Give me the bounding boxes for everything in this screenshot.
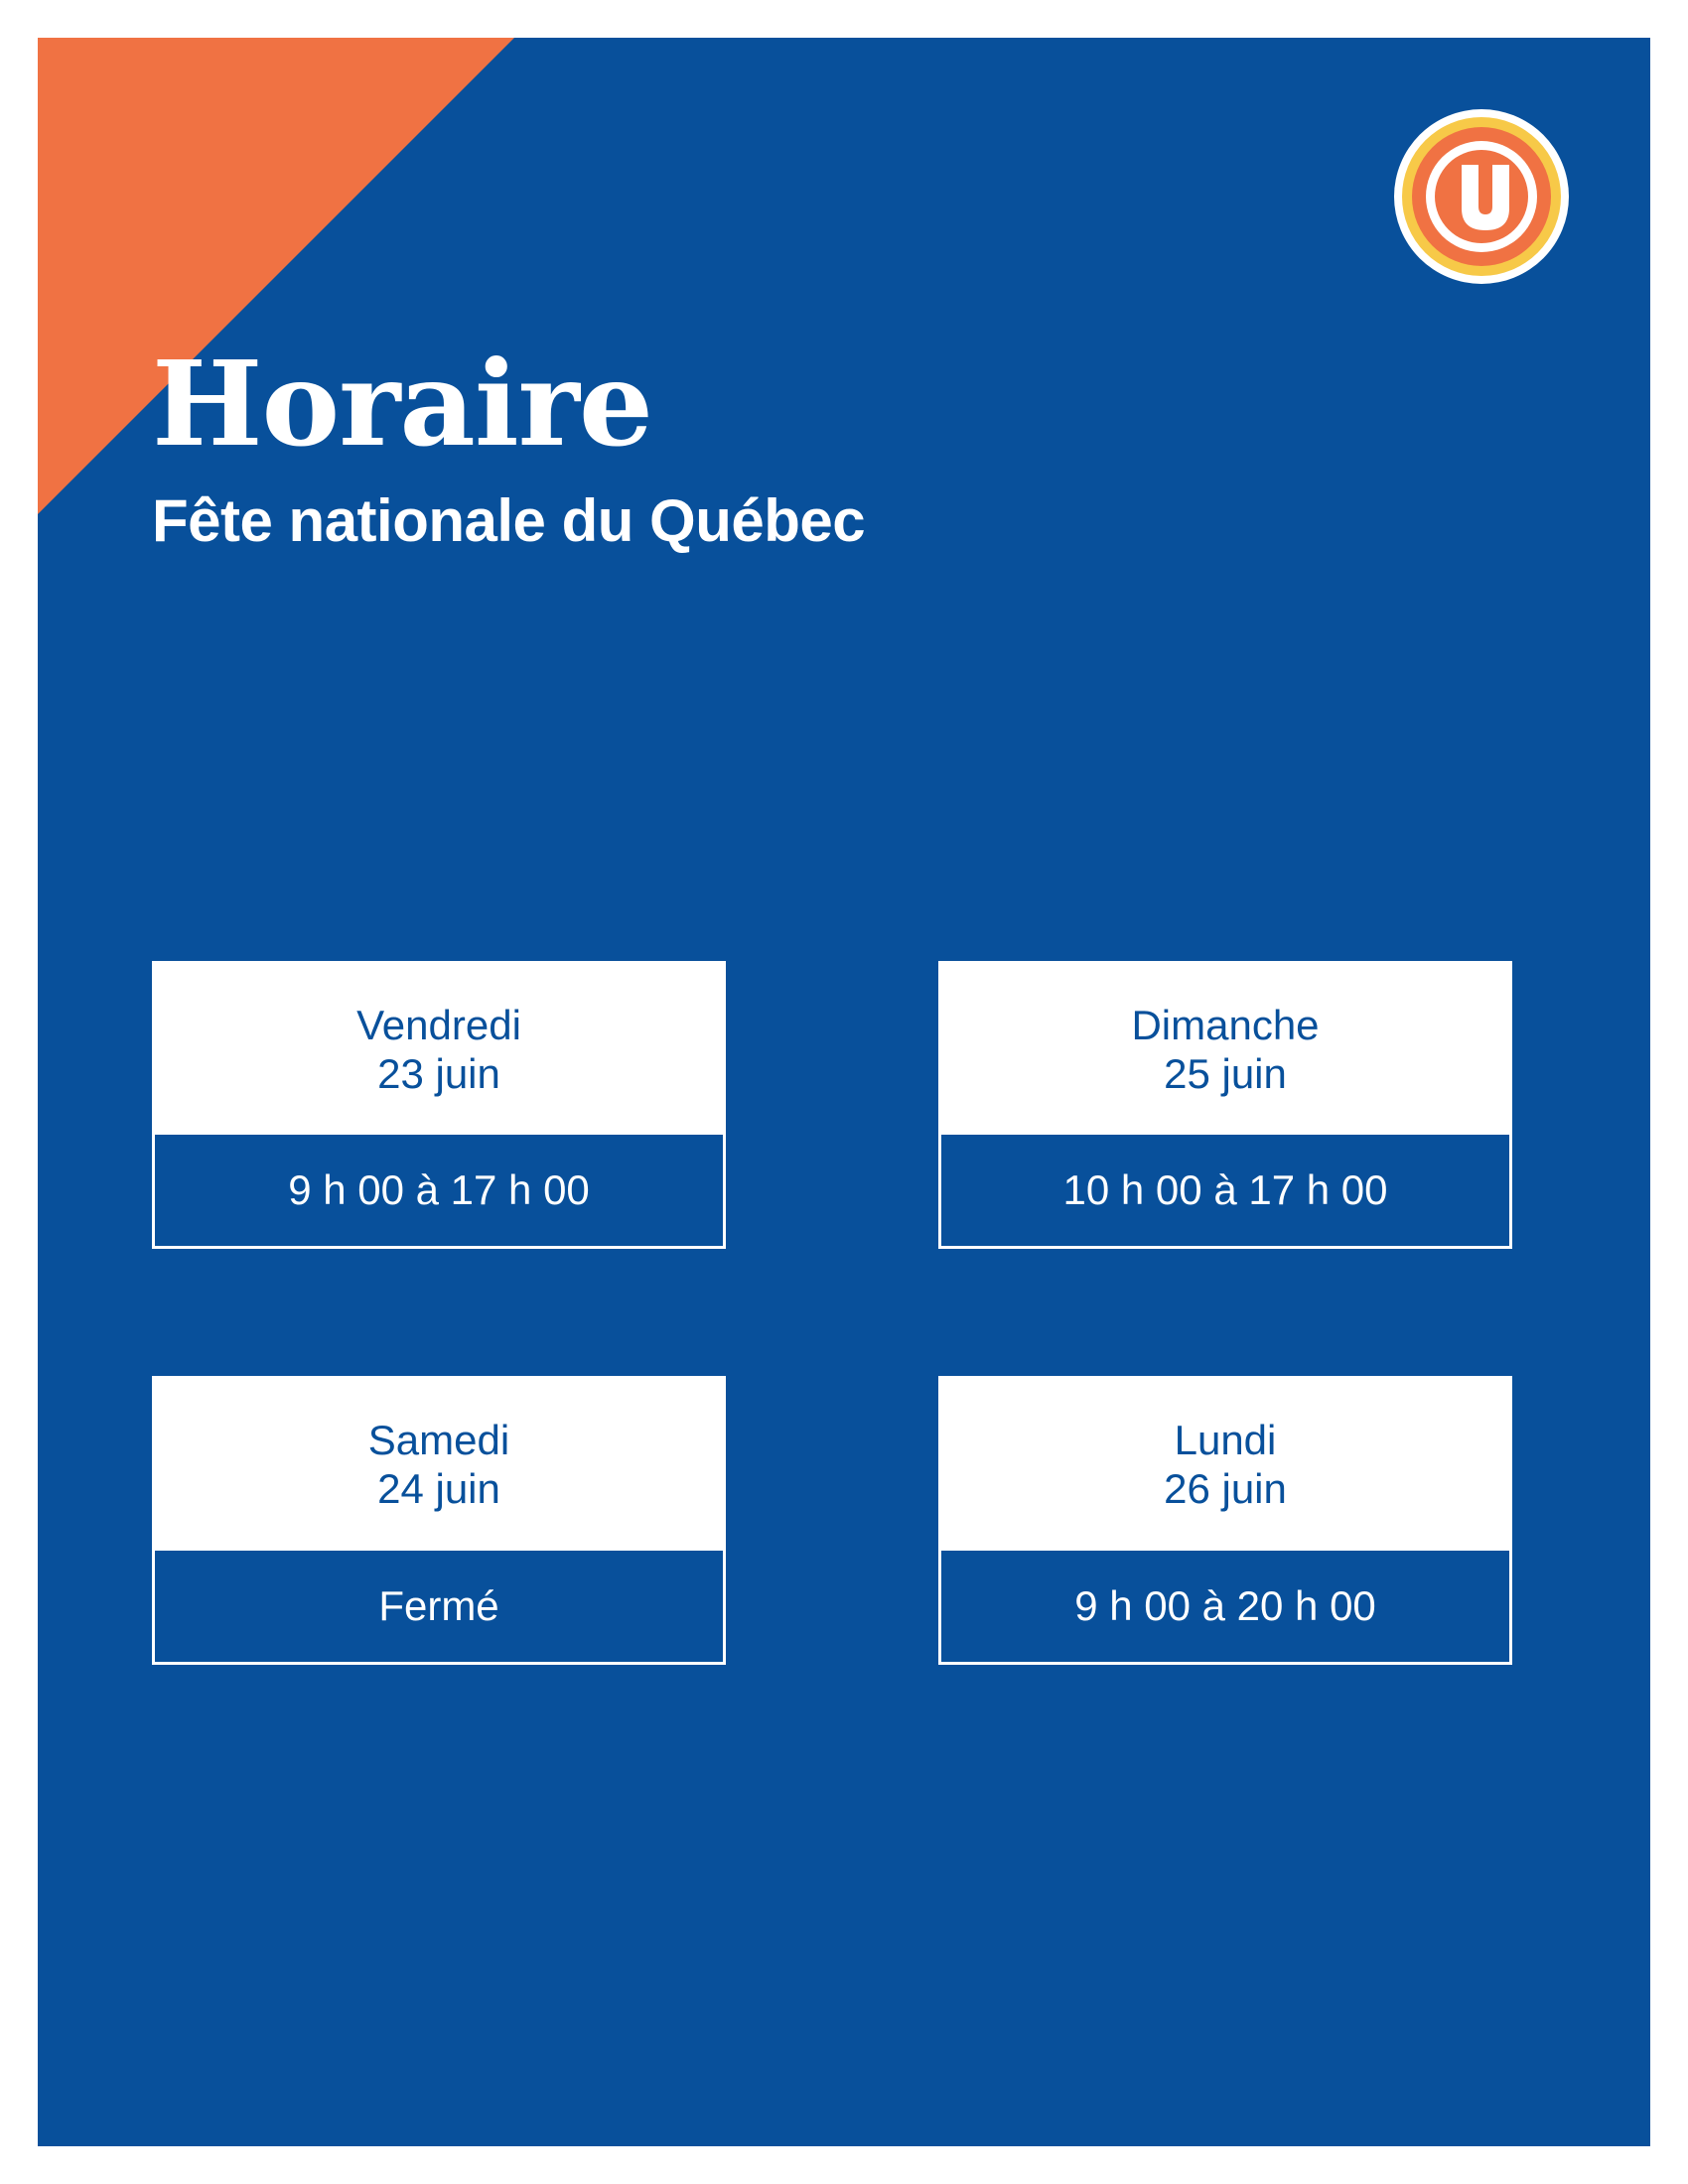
schedule-card <box>938 1376 1512 1664</box>
schedule-hours: Fermé <box>155 1548 723 1662</box>
schedule-card-header <box>155 964 723 1132</box>
poster <box>38 38 1650 2146</box>
schedule-date: 26 juin <box>1164 1465 1287 1513</box>
schedule-card-header <box>941 1379 1509 1547</box>
schedule-card-header <box>941 964 1509 1132</box>
schedule-hours: 10 h 00 à 17 h 00 <box>941 1132 1509 1246</box>
schedule-date: 23 juin <box>377 1049 500 1097</box>
schedule-card <box>152 961 726 1249</box>
schedule-day: Samedi <box>367 1417 510 1464</box>
schedule-day: Vendredi <box>356 1002 521 1048</box>
schedule-card-header <box>155 1379 723 1547</box>
page-subtitle: Fête nationale du Québec <box>152 487 866 554</box>
schedule-grid <box>152 961 1542 1665</box>
u-logo-icon <box>1392 107 1571 286</box>
schedule-day: Lundi <box>1174 1417 1277 1464</box>
schedule-card <box>152 1376 726 1664</box>
title-block <box>152 335 1343 554</box>
schedule-hours: 9 h 00 à 20 h 00 <box>941 1548 1509 1662</box>
schedule-date: 25 juin <box>1164 1049 1287 1097</box>
schedule-day: Dimanche <box>1131 1002 1320 1048</box>
schedule-date: 24 juin <box>377 1465 500 1513</box>
page-title: Horaire <box>152 335 652 473</box>
schedule-hours: 9 h 00 à 17 h 00 <box>155 1132 723 1246</box>
schedule-card <box>938 961 1512 1249</box>
